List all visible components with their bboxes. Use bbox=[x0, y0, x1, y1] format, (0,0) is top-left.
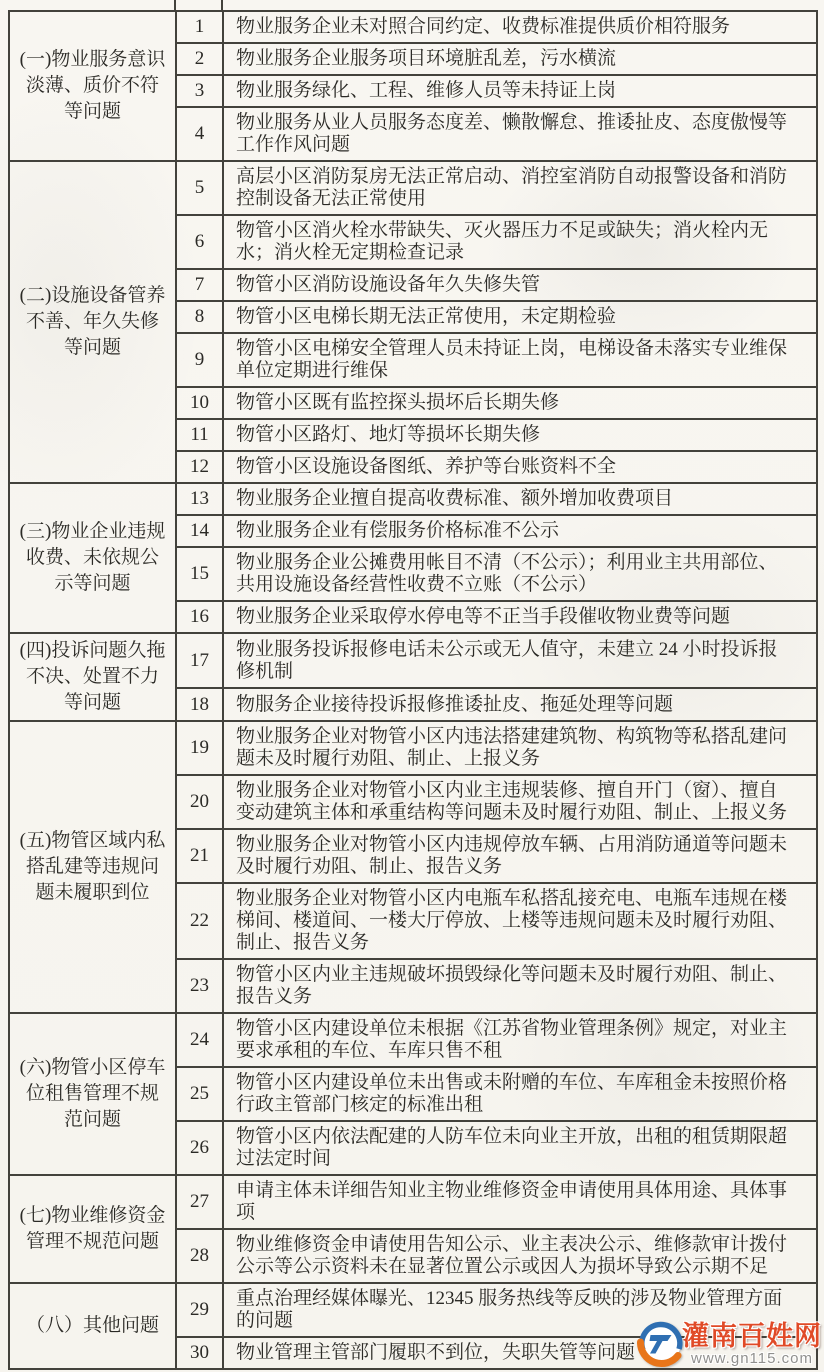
issue-text: 物管小区既有监控探头损坏后长期失修 bbox=[223, 387, 817, 419]
row-number: 3 bbox=[176, 75, 223, 107]
category-cell: (一)物业服务意识淡薄、质价不符等问题 bbox=[9, 11, 176, 161]
row-number: 13 bbox=[176, 483, 223, 515]
row-number: 19 bbox=[176, 721, 223, 775]
issue-text: 物管小区内依法配建的人防车位未向业主开放，出租的租赁期限超过法定时间 bbox=[223, 1121, 817, 1175]
row-number: 14 bbox=[176, 515, 223, 547]
row-number: 30 bbox=[176, 1337, 223, 1369]
issue-text: 物管小区内建设单位未出售或未附赠的车位、车库租金未按照价格行政主管部门核定的标准出租 bbox=[223, 1067, 817, 1121]
issue-text: 物业服务绿化、工程、维修人员等未持证上岗 bbox=[223, 75, 817, 107]
row-number: 9 bbox=[176, 333, 223, 387]
watermark-site-url: www.gn115.com bbox=[691, 1349, 813, 1367]
issue-text: 物管小区内建设单位未根据《江苏省物业管理条例》规定，对业主要求承租的车位、车库只售不租 bbox=[223, 1013, 817, 1067]
issue-text: 物业服务企业对物管小区内业主违规装修、擅自开门（窗）、擅自变动建筑主体和承重结构等问题未及时履行劝阻、制止、上报义务 bbox=[223, 775, 817, 829]
issue-text: 物管小区内业主违规破坏损毁绿化等问题未及时履行劝阻、制止、报告义务 bbox=[223, 959, 817, 1013]
row-number: 5 bbox=[176, 161, 223, 215]
issue-text: 物管小区电梯长期无法正常使用，未定期检验 bbox=[223, 301, 817, 333]
row-number: 12 bbox=[176, 451, 223, 483]
category-cell: （八）其他问题 bbox=[9, 1283, 176, 1369]
issue-text: 物管小区消火栓水带缺失、灭火器压力不足或缺失；消火栓内无水；消火栓无定期检查记录 bbox=[223, 215, 817, 269]
site-watermark bbox=[637, 1320, 822, 1368]
table-row bbox=[9, 721, 817, 775]
table-row bbox=[9, 161, 817, 215]
row-number: 8 bbox=[176, 301, 223, 333]
issue-text: 物管小区路灯、地灯等损坏长期失修 bbox=[223, 419, 817, 451]
row-number: 4 bbox=[176, 107, 223, 161]
watermark-site-name: 灌南百姓网 bbox=[682, 1320, 822, 1351]
issue-text: 物业服务企业擅自提高收费标准、额外增加收费项目 bbox=[223, 483, 817, 515]
issue-text: 物业服务从业人员服务态度差、懒散懈怠、推诿扯皮、态度傲慢等工作作风问题 bbox=[223, 107, 817, 161]
row-number: 1 bbox=[176, 11, 223, 43]
row-number: 23 bbox=[176, 959, 223, 1013]
row-number: 27 bbox=[176, 1175, 223, 1229]
row-number: 7 bbox=[176, 269, 223, 301]
category-cell: (三)物业企业违规收费、未依规公示等问题 bbox=[9, 483, 176, 633]
row-number: 24 bbox=[176, 1013, 223, 1067]
issue-text: 物业服务投诉报修电话未公示或无人值守，未建立 24 小时投诉报修机制 bbox=[223, 633, 817, 688]
row-number: 25 bbox=[176, 1067, 223, 1121]
property-issues-table bbox=[8, 10, 818, 1370]
table-row bbox=[9, 633, 817, 688]
table-row bbox=[9, 1175, 817, 1229]
category-cell: (四)投诉问题久拖不决、处置不力等问题 bbox=[9, 633, 176, 721]
row-number: 18 bbox=[176, 688, 223, 721]
table-row bbox=[9, 1013, 817, 1067]
row-number: 26 bbox=[176, 1121, 223, 1175]
issue-text: 物业服务企业公摊费用帐目不清（不公示）；利用业主共用部位、共用设施设备经营性收费不立账（不公示） bbox=[223, 547, 817, 601]
issue-text: 物业服务企业有偿服务价格标准不公示 bbox=[223, 515, 817, 547]
issue-text: 物业维修资金申请使用告知公示、业主表决公示、维修款审计拨付公示等公示资料未在显著位置公示或因人为损坏导致公示期不足 bbox=[223, 1229, 817, 1283]
table-row bbox=[9, 483, 817, 515]
issue-text: 物业服务企业未对照合同约定、收费标准提供质价相符服务 bbox=[223, 11, 817, 43]
issue-text: 物管小区设施设备图纸、养护等台账资料不全 bbox=[223, 451, 817, 483]
category-cell: (二)设施设备管养不善、年久失修等问题 bbox=[9, 161, 176, 483]
issue-text: 物业服务企业采取停水停电等不正当手段催收物业费等问题 bbox=[223, 601, 817, 633]
row-number: 21 bbox=[176, 829, 223, 883]
row-number: 20 bbox=[176, 775, 223, 829]
issue-text: 物业服务企业对物管小区内电瓶车私搭乱接充电、电瓶车违规在楼梯间、楼道间、一楼大厅停放、上楼等违规问题未及时履行劝阻、制止、报告义务 bbox=[223, 883, 817, 959]
table-row bbox=[9, 11, 817, 43]
issue-text: 物业服务企业对物管小区内违法搭建建筑物、构筑物等私搭乱建问题未及时履行劝阻、制止、上报义务 bbox=[223, 721, 817, 775]
row-number: 28 bbox=[176, 1229, 223, 1283]
row-number: 17 bbox=[176, 633, 223, 688]
row-number: 10 bbox=[176, 387, 223, 419]
category-cell: (五)物管区域内私搭乱建等违规问题未履职到位 bbox=[9, 721, 176, 1013]
issue-text: 物业管理主管部门履职不到位，失职失管等问题 bbox=[223, 1337, 817, 1369]
row-number: 11 bbox=[176, 419, 223, 451]
issue-text: 物服务企业接待投诉报修推诿扯皮、拖延处理等问题 bbox=[223, 688, 817, 721]
row-number: 6 bbox=[176, 215, 223, 269]
issue-text: 物业服务企业服务项目环境脏乱差，污水横流 bbox=[223, 43, 817, 75]
category-cell: (六)物管小区停车位租售管理不规范问题 bbox=[9, 1013, 176, 1175]
row-number: 29 bbox=[176, 1283, 223, 1337]
issue-text: 物管小区消防设施设备年久失修失管 bbox=[223, 269, 817, 301]
row-number: 2 bbox=[176, 43, 223, 75]
row-number: 16 bbox=[176, 601, 223, 633]
issue-text: 物业服务企业对物管小区内违规停放车辆、占用消防通道等问题未及时履行劝阻、制止、报告义务 bbox=[223, 829, 817, 883]
site-logo-icon bbox=[637, 1320, 685, 1368]
issue-text: 申请主体未详细告知业主物业维修资金申请使用具体用途、具体事项 bbox=[223, 1175, 817, 1229]
issue-text: 重点治理经媒体曝光、12345 服务热线等反映的涉及物业管理方面的问题 bbox=[223, 1283, 817, 1337]
row-number: 15 bbox=[176, 547, 223, 601]
issue-text: 物管小区电梯安全管理人员未持证上岗，电梯设备未落实专业维保单位定期进行维保 bbox=[223, 333, 817, 387]
row-number: 22 bbox=[176, 883, 223, 959]
category-cell: (七)物业维修资金管理不规范问题 bbox=[9, 1175, 176, 1283]
issue-text: 高层小区消防泵房无法正常启动、消控室消防自动报警设备和消防控制设备无法正常使用 bbox=[223, 161, 817, 215]
